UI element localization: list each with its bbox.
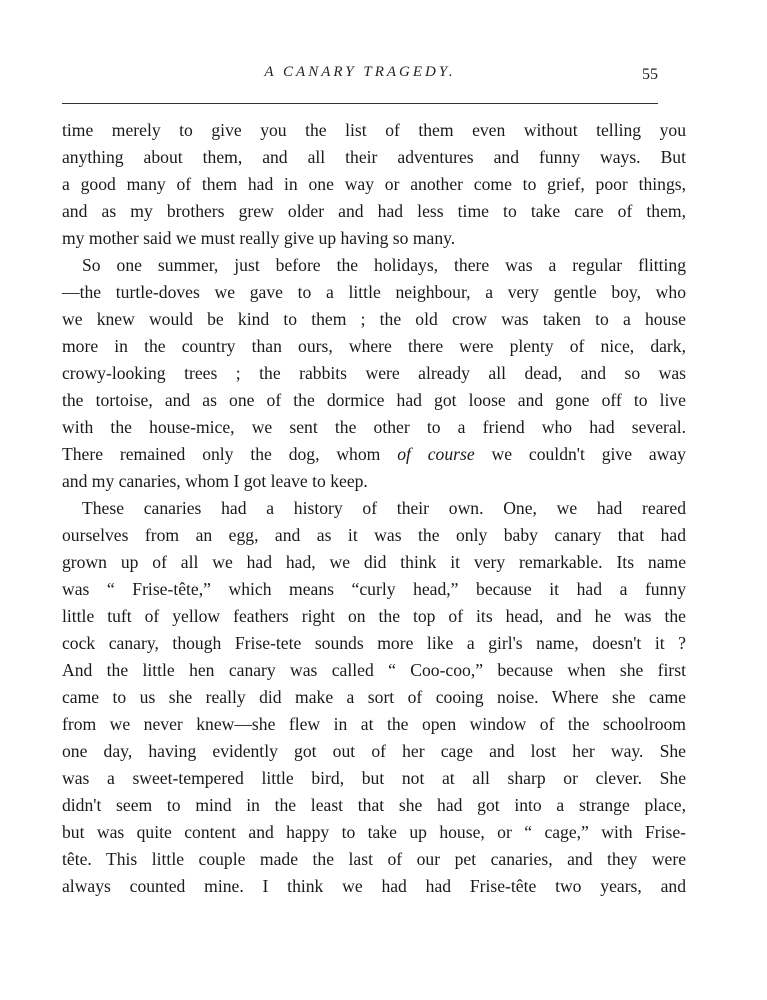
text-line: a good many of them had in one way or another come to grief, poor things, — [62, 174, 686, 194]
text-line: time merely to give you the list of them even without telling you — [62, 120, 686, 140]
text-line: with the house-mice, we sent the other to a friend who had several. — [62, 417, 686, 437]
line-text-end: we couldn't give away — [491, 444, 686, 464]
page-number: 55 — [642, 66, 658, 83]
body-text — [62, 117, 686, 900]
running-title: A CANARY TRAGEDY. — [264, 64, 456, 80]
text-line: And the little hen canary was called “ Coo-coo,” because when she first — [62, 660, 686, 680]
text-line: we knew would be kind to them ; the old crow was taken to a house — [62, 309, 686, 329]
text-line: grown up of all we had had, we did think it very remarkable. Its name — [62, 552, 686, 572]
text-line: came to us she really did make a sort of cooing noise. Where she came — [62, 687, 686, 707]
text-line: the tortoise, and as one of the dormice had got loose and gone off to live — [62, 390, 686, 410]
paragraph-1 — [62, 117, 686, 252]
text-line: So one summer, just before the holidays, there was a regular flitting — [82, 255, 686, 275]
italic-phrase: of course — [397, 444, 475, 464]
text-line: always counted mine. I think we had had Frise-tête two years, and — [62, 876, 686, 896]
text-line: —the turtle-doves we gave to a little neighbour, a very gentle boy, who — [62, 282, 686, 302]
text-line: didn't seem to mind in the least that she had got into a strange place, — [62, 795, 686, 815]
text-line: little tuft of yellow feathers right on the top of its head, and he was the — [62, 606, 686, 626]
text-line: one day, having evidently got out of her cage and lost her way. She — [62, 741, 686, 761]
text-line: was a sweet-tempered little bird, but not at all sharp or clever. She — [62, 768, 686, 788]
text-line-with-italic — [62, 441, 686, 468]
text-line: and as my brothers grew older and had less time to take care of them, — [62, 201, 686, 221]
page-header — [62, 64, 658, 94]
text-line: anything about them, and all their adventures and funny ways. But — [62, 147, 686, 167]
text-line: more in the country than ours, where there were plenty of nice, dark, — [62, 336, 686, 356]
text-line: and my canaries, whom I got leave to keep. — [62, 471, 368, 491]
line-text: There remained only the dog, whom — [62, 444, 381, 464]
text-line: from we never knew—she flew in at the open window of the schoolroom — [62, 714, 686, 734]
text-line: These canaries had a history of their own. One, we had reared — [82, 498, 686, 518]
text-line: crowy-looking trees ; the rabbits were already all dead, and so was — [62, 363, 686, 383]
header-rule — [62, 103, 658, 104]
text-line: but was quite content and happy to take up house, or “ cage,” with Frise- — [62, 822, 686, 842]
text-line: was “ Frise-tête,” which means “curly head,” because it had a funny — [62, 579, 686, 599]
text-line: tête. This little couple made the last of our pet canaries, and they were — [62, 849, 686, 869]
paragraph-2 — [62, 252, 686, 495]
text-line: cock canary, though Frise-tete sounds more like a girl's name, doesn't it ? — [62, 633, 686, 653]
text-line: ourselves from an egg, and as it was the only baby canary that had — [62, 525, 686, 545]
text-line: my mother said we must really give up having so many. — [62, 228, 456, 248]
paragraph-3 — [62, 495, 686, 900]
